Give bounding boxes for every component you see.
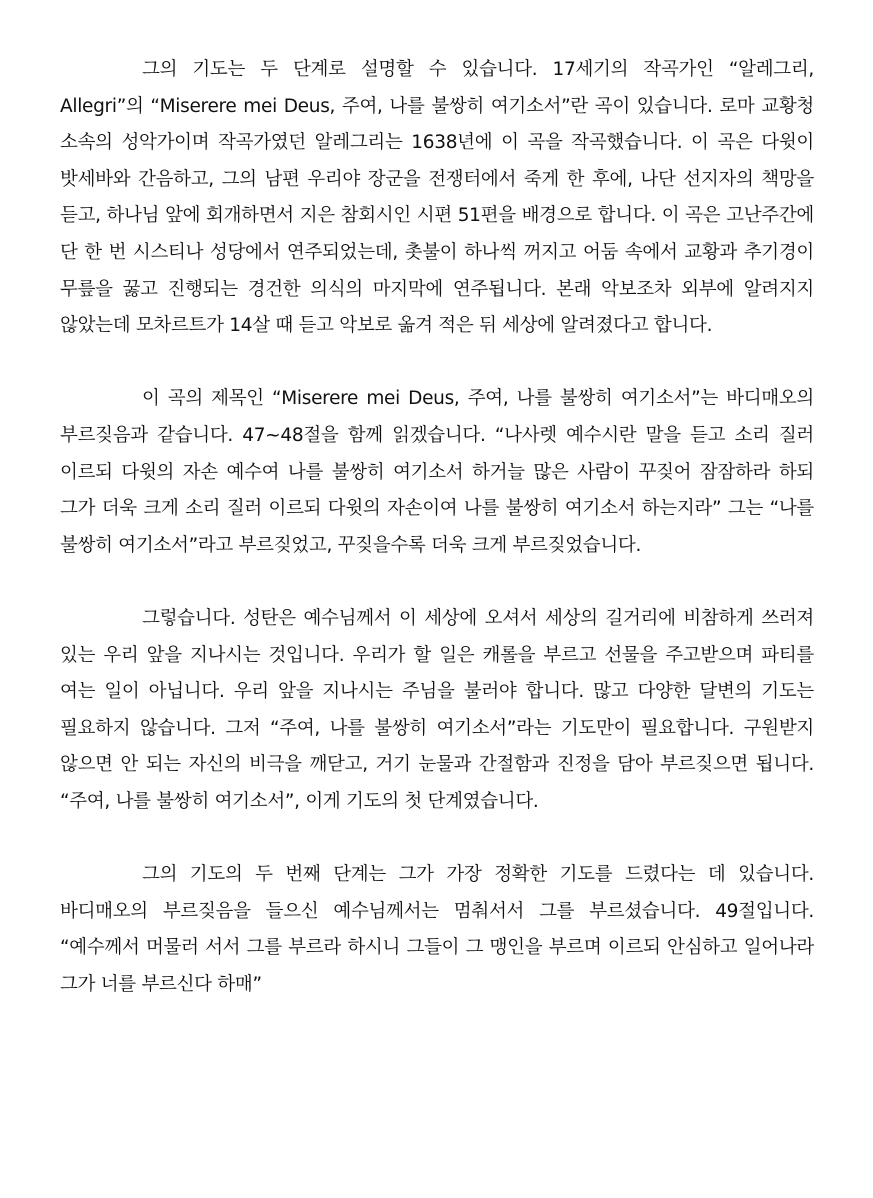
paragraph-allegri-miserere: 그의 기도는 두 단계로 설명할 수 있습니다. 17세기의 작곡가인 “알레그리, Allegri”의 “Miserere mei Deus, 주여, 나를 불쌍히 여기소서”란 곡이 있습니다. 로마 교황청 소속의 성악가이며 작곡가였던 알레그리는 1638년에 이 곡을 작곡했습니다. 이 곡은 다윗이 밧세바와 간음하고, 그의 남편 우리야 장군을 전쟁터에서 죽게 한 후에, 나단 선지자의 책망을 듣고, 하나님 앞에 회개하면서 지은 참회시인 시편 51편을 배경으로 합니다. 이 곡은 고난주간에 단 한 번 시스티나 성당에서 연주되었는데, 촛불이 하나씩 꺼지고 어둠 속에서 교황과 추기경이 무릎을 꿇고 진행되는 경건한 의식의 마지막에 연주됩니다. 본래 악보조차 외부에 알려지지 않았는데 모차르트가 14살 때 듣고 악보로 옮겨 적은 뒤 세상에 알려졌다고 합니다. — [60, 59, 814, 337]
paragraph-second-stage: 그의 기도의 두 번째 단계는 그가 가장 정확한 기도를 드렸다는 데 있습니다. 바디매오의 부르짖음을 들으신 예수님께서는 멈춰서서 그를 부르셨습니다. 49절입니다. “예수께서 머물러 서서 그를 부르라 하시니 그들이 그 맹인을 부르며 이르되 안심하고 일어나라 그가 너를 부르신다 하매” — [60, 864, 814, 995]
document-body — [60, 52, 814, 1003]
paragraph-bartimaeus-cry: 이 곡의 제목인 “Miserere mei Deus, 주여, 나를 불쌍히 여기소서”는 바디매오의 부르짖음과 같습니다. 47~48절을 함께 읽겠습니다. “나사렛 예수시란 말을 듣고 소리 질러 이르되 다윗의 자손 예수여 나를 불쌍히 여기소서 하거늘 많은 사람이 꾸짖어 잠잠하라 하되 그가 더욱 크게 소리 질러 이르되 다윗의 자손이여 나를 불쌍히 여기소서 하는지라” 그는 “나를 불쌍히 여기소서”라고 부르짖었고, 꾸짖을수록 더욱 크게 부르짖었습니다. — [60, 388, 814, 556]
paragraph-christmas-meaning: 그렇습니다. 성탄은 예수님께서 이 세상에 오셔서 세상의 길거리에 비참하게 쓰러져 있는 우리 앞을 지나시는 것입니다. 우리가 할 일은 캐롤을 부르고 선물을 주고받으며 파티를 여는 일이 아닙니다. 우리 앞을 지나시는 주님을 불러야 합니다. 많고 다양한 달변의 기도는 필요하지 않습니다. 그저 “주여, 나를 불쌍히 여기소서”라는 기도만이 필요합니다. 구원받지 않으면 안 되는 자신의 비극을 깨닫고, 거기 눈물과 간절함과 진정을 담아 부르짖으면 됩니다. “주여, 나를 불쌍히 여기소서”, 이게 기도의 첫 단계였습니다. — [60, 607, 814, 812]
